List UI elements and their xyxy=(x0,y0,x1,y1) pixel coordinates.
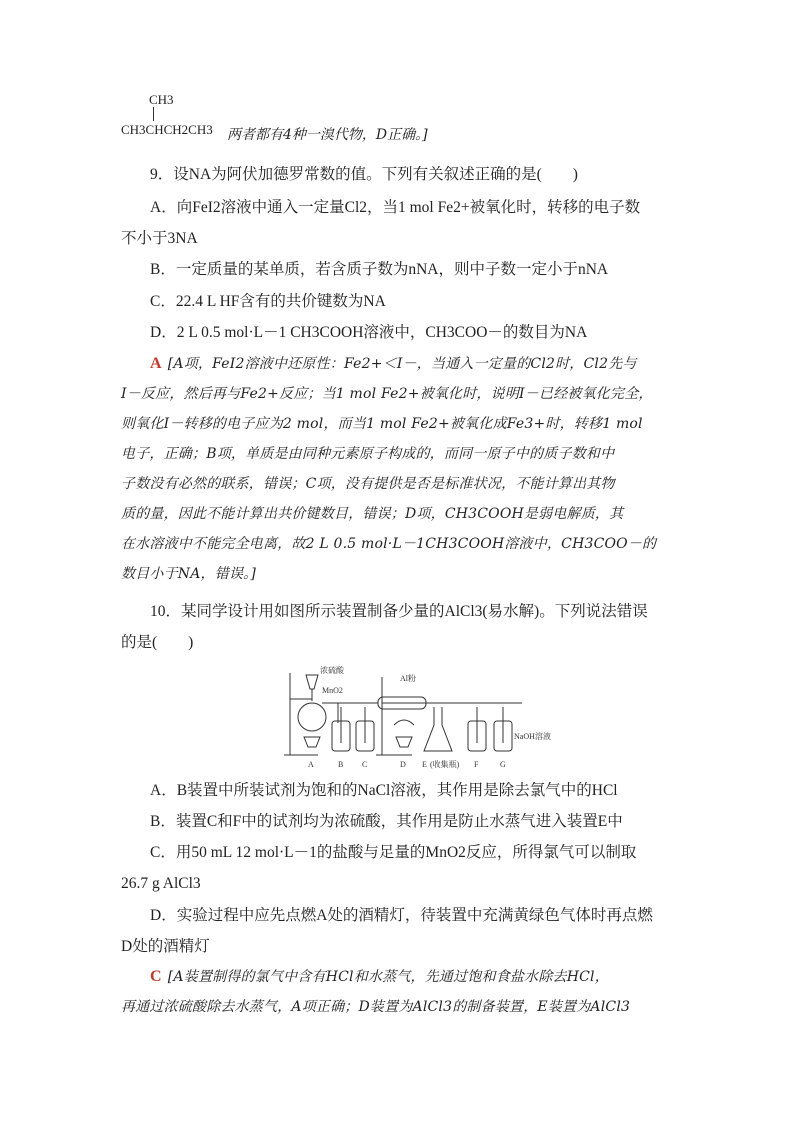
q9-option-b: B．一定质量的某单质，若含质子数为nNA，则中子数一定小于nNA xyxy=(150,261,609,278)
letter-g: G xyxy=(500,760,506,769)
q9-stem: 9．设NA为阿伏加德罗常数的值。下列有关叙述正确的是( ) xyxy=(150,166,578,183)
q10-stem: 10．某同学设计用如图所示装置制备少量的AlCl3(易水解)。下列说法错误 xyxy=(150,603,648,620)
q9-explanation-7: 在水溶液中不能完全电离，故2 L 0.5 mol·L－1CH3COOH溶液中，CH3COO－的 xyxy=(121,536,657,552)
letter-f: F xyxy=(474,760,479,769)
label-naoh: NaOH溶液 xyxy=(514,732,551,741)
q10-option-d-cont: D处的酒精灯 xyxy=(121,938,210,955)
label-mno2: MnO2 xyxy=(322,686,343,695)
q9-answer: A xyxy=(150,355,162,372)
q9-explanation-6: 质的量，因此不能计算出共价键数目，错误；D项，CH3COOH是弱电解质，其 xyxy=(121,506,624,522)
q9-explanation-4: 电子，正确；B项，单质是由同种元素原子构成的，而同一原子中的质子数和中 xyxy=(121,446,615,462)
apparatus-figure xyxy=(282,663,572,775)
q10-exp-text-1: [A装置制得的氯气中含有HCl和水蒸气，先通过饱和食盐水除去HCl， xyxy=(167,969,609,985)
q10-answer: C xyxy=(150,968,162,985)
q10-option-c: C．用50 mL 12 mol·L－1的盐酸与足量的MnO2反应，所得氯气可以制取 xyxy=(150,844,637,861)
q9-option-d: D．2 L 0.5 mol·L－1 CH3COOH溶液中，CH3COO－的数目为NA xyxy=(150,324,588,341)
label-acid: 浓硫酸 xyxy=(320,666,344,675)
letter-a: A xyxy=(308,760,314,769)
letter-c: C xyxy=(362,760,368,769)
q10-option-d: D．实验过程中应先点燃A处的酒精灯，待装置中充满黄绿色气体时再点燃 xyxy=(150,907,653,924)
q9-explanation-1 xyxy=(150,353,710,375)
methyl-branch: CH3 xyxy=(149,92,174,107)
q9-explanation-2: I－反应，然后再与Fe2+反应；当1 mol Fe2+被氧化时，说明I－已经被氧化完全， xyxy=(121,386,653,402)
q9-explanation-8: 数目小于NA，错误。] xyxy=(121,566,257,582)
q9-option-a: A．向FeI2溶液中通入一定量Cl2，当1 mol Fe2+被氧化时，转移的电子数 xyxy=(150,199,641,216)
q9-option-c: C．22.4 L HF含有的共价键数为NA xyxy=(150,293,386,310)
letter-d: D xyxy=(400,760,406,769)
q10-explanation-1 xyxy=(150,966,710,988)
structural-formula xyxy=(121,92,428,152)
q9-explanation-3: 则氧化I－转移的电子应为2 mol，而当1 mol Fe2+被氧化成Fe3+时，转移1 mol xyxy=(121,416,643,432)
q10-stem-cont: 的是( ) xyxy=(121,634,194,651)
label-collect: (收集瓶) xyxy=(430,760,460,769)
q10-option-b: B．装置C和F中的试剂均为浓硫酸，其作用是防止水蒸气进入装置E中 xyxy=(150,813,623,830)
q10-option-a: A．B装置中所装试剂为饱和的NaCl溶液，其作用是除去氯气中的HCl xyxy=(150,782,618,799)
q9-option-a-cont: 不小于3NA xyxy=(121,230,198,247)
letter-e: E xyxy=(422,760,427,769)
label-al-powder: Al粉 xyxy=(400,674,416,683)
letter-b: B xyxy=(338,760,344,769)
q10-explanation-2: 再通过浓硫酸除去水蒸气，A项正确；D装置为AlCl3的制备装置，E装置为AlCl3 xyxy=(121,999,631,1015)
prev-answer-note: 两者都有4种一溴代物，D正确。] xyxy=(227,127,428,143)
carbon-chain: CH3CHCH2CH3 xyxy=(121,122,213,137)
q9-exp-text-1: [A项，FeI2溶液中还原性：Fe2+＜I－，当通入一定量的Cl2时，Cl2先与 xyxy=(167,356,637,372)
q10-option-c-cont: 26.7 g AlCl3 xyxy=(121,875,201,892)
bond-line xyxy=(153,107,154,121)
q9-explanation-5: 子数没有必然的联系，错误；C项，没有提供是否是标准状况，不能计算出其物 xyxy=(121,476,615,492)
